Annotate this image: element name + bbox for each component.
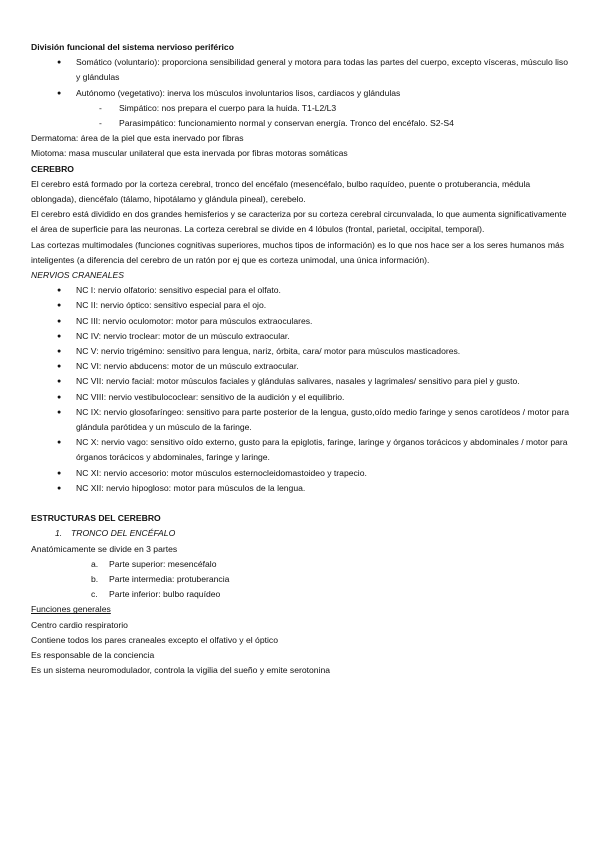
- list-item: ● NC II: nervio óptico: sensitivo especial para el ojo.: [57, 298, 571, 313]
- list-item: ● NC IX: nervio glosofaríngeo: sensitivo para parte posterior de la lengua, gusto,oído medio faringe y senos carotídeos / motor para glándula parótidea y un músculo de la faringe.: [57, 405, 571, 435]
- list-item: ● Autónomo (vegetativo): inerva los músculos involuntarios lisos, cardiacos y glándulas: [57, 86, 571, 101]
- list-item: ● NC X: nervio vago: sensitivo oído externo, gusto para la epiglotis, faringe, laringe y órganos torácicos y abdominales / motor para órganos torácicos y abdominales, faringe y laringe.: [57, 435, 571, 465]
- list-letter: c.: [91, 589, 98, 600]
- paragraph: Anatómicamente se divide en 3 partes: [31, 543, 178, 554]
- paragraph: Miotoma: masa muscular unilateral que esta inervada por fibras motoras somáticas: [31, 148, 348, 159]
- list-item: [55, 526, 571, 541]
- subsection-heading: NERVIOS CRANEALES: [31, 270, 124, 281]
- paragraph: Contiene todos los pares craneales excepto el olfativo y el óptico: [31, 634, 278, 645]
- list-item: [91, 557, 571, 572]
- autonomic-sublist: [31, 101, 571, 131]
- list-item: ● NC VIII: nervio vestibulococlear: sensitivo de la audición y el equilibrio.: [57, 390, 571, 405]
- list-item: ● NC IV: nervio troclear: motor de un músculo extraocular.: [57, 329, 571, 344]
- paragraph: Es responsable de la conciencia: [31, 649, 155, 660]
- list-item: ● NC V: nervio trigémino: sensitivo para lengua, nariz, órbita, cara/ motor para músculos masticadores.: [57, 344, 571, 359]
- list-item: ● NC VII: nervio facial: motor músculos faciales y glándulas salivares, nasales y lagrimales/ sensitivo para piel y gusto.: [57, 374, 571, 389]
- paragraph: Las cortezas multimodales (funciones cognitivas superiores, muchos tipos de información) es lo que nos hace ser a los seres humanos más inteligentes (a diferencia del cerebro de un ratón por ej que es corteza unimodal, una única información).: [31, 239, 565, 265]
- list-item-label: Parte inferior: bulbo raquídeo: [109, 589, 221, 600]
- paragraph: El cerebro está dividido en dos grandes hemisferios y se caracteriza por su corteza cerebral circunvalada, lo que aumenta significativamente el área de superficie para las neuronas. La corteza cerebral se divide en 4 lóbulos (frontal, parietal, occipital, temporal).: [31, 209, 567, 235]
- list-item: ● NC III: nervio oculomotor: motor para músculos extraoculares.: [57, 314, 571, 329]
- section-heading: ESTRUCTURAS DEL CEREBRO: [31, 513, 161, 524]
- list-letter: a.: [91, 558, 99, 569]
- list-item: ● NC I: nervio olfatorio: sensitivo especial para el olfato.: [57, 283, 571, 298]
- list-item-label: Parte superior: mesencéfalo: [109, 558, 217, 569]
- list-item: ● NC XII: nervio hipogloso: motor para músculos de la lengua.: [57, 481, 571, 496]
- document-page: [31, 40, 571, 678]
- cranial-nerves-list: [31, 283, 571, 496]
- list-letter: b.: [91, 573, 99, 584]
- brainstem-parts-list: [31, 557, 571, 603]
- list-item: [91, 587, 571, 602]
- list-item: - Simpático: nos prepara el cuerpo para la huida. T1-L2/L3: [99, 101, 571, 116]
- section-heading: CEREBRO: [31, 163, 74, 174]
- list-item: ● Somático (voluntario): proporciona sensibilidad general y motora para todas las partes del cuerpo, excepto vísceras, músculo liso y glándulas: [57, 55, 571, 85]
- nervous-system-list: [31, 55, 571, 101]
- paragraph: Centro cardio respiratorio: [31, 619, 128, 630]
- section-heading: División funcional del sistema nervioso periférico: [31, 42, 234, 52]
- structures-list: [31, 526, 571, 541]
- list-item: - Parasimpático: funcionamiento normal y conservan energía. Tronco del encéfalo. S2-S4: [99, 116, 571, 131]
- paragraph: Dermatoma: área de la piel que esta inervado por fibras: [31, 133, 244, 144]
- spacer: [31, 496, 571, 511]
- list-item-label: Parte intermedia: protuberancia: [109, 573, 230, 584]
- list-item: ● NC VI: nervio abducens: motor de un músculo extraocular.: [57, 359, 571, 374]
- list-item: ● NC XI: nervio accesorio: motor músculos esternocleidomastoideo y trapecio.: [57, 466, 571, 481]
- subsection-heading: Funciones generales: [31, 604, 111, 615]
- paragraph: Es un sistema neuromodulador, controla la vigilia del sueño y emite serotonina: [31, 665, 331, 676]
- list-item: [91, 572, 571, 587]
- list-item-label: TRONCO DEL ENCÉFALO: [71, 528, 176, 539]
- list-number: 1.: [55, 528, 63, 539]
- paragraph: El cerebro está formado por la corteza cerebral, tronco del encéfalo (mesencéfalo, bulbo raquídeo, puente o protuberancia, médula oblongada), diencéfalo (tálamo, hipotálamo y glándula pineal), cerebelo.: [31, 178, 531, 205]
